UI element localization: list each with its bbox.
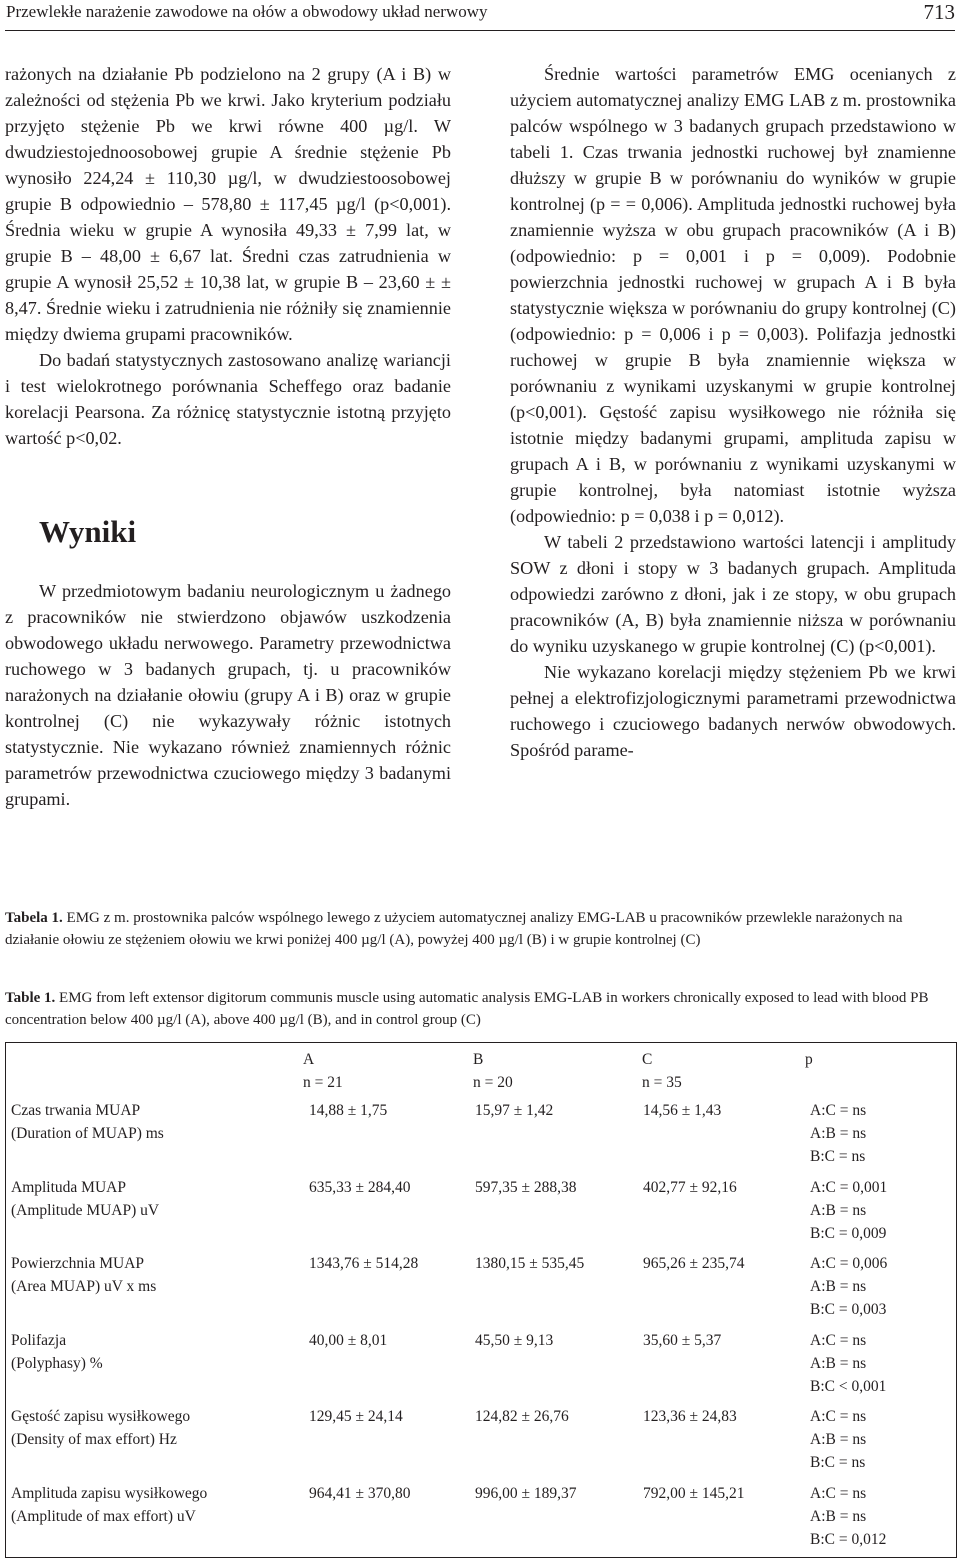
- cell-p-ab: A:B = ns: [810, 1125, 867, 1142]
- cell-p-ab: A:B = ns: [810, 1278, 867, 1295]
- cell-p-ab: A:B = ns: [810, 1202, 867, 1219]
- caption-text-english: EMG from left extensor digitorum communis muscle using automatic analysis EMG-LAB in workers chronically exposed to lead with blood PB concentration below 400 µg/l (A), above 400 µg/l (B), and in control group (C): [5, 990, 929, 1028]
- caption-label-polish: Tabela 1.: [5, 910, 63, 926]
- table-row: [6, 1252, 956, 1329]
- row-param-pl: Polifazja: [11, 1332, 67, 1349]
- cell-p-ac: A:C = ns: [810, 1485, 867, 1502]
- table-caption-polish: [5, 907, 950, 951]
- row-param-pl: Czas trwania MUAP: [11, 1102, 141, 1119]
- cell-p-bc: B:C = ns: [810, 1454, 866, 1471]
- caption-text-polish: EMG z m. prostownika palców wspólnego lewego z użyciem automatycznej analizy EMG-LAB u pracowników przewlekle narażonych na działanie ołowiu ze stężeniem ołowiu we krwi poniżej 400 µg/l (A), powyżej 400 µg/l (B) i w grupie kontrolnej (C): [5, 910, 903, 948]
- cell-group-a: 635,33 ± 284,40: [309, 1179, 411, 1196]
- paragraph-methods-groups: rażonych na działanie Pb podzielono na 2 grupy (A i B) w zależności od stężenia Pb we krwi. Jako kryterium podziału przyjęto stężenie Pb we krwi równe 400 µg/l. W dwudziestojednoosobowej grupie A średnie stężenie Pb wynosiło 224,24 ± 110,30 µg/l, w dwudziestoosobowej grupie B odpowiednio – 578,80 ± 117,45 µg/l (p<0,001). Średnia wieku w grupie A wynosiła 49,33 ± 7,99 lat, w grupie B – 48,00 ± 6,67 lat. Średni czas zatrudnienia w grupie A wynosił 25,52 ± 10,38 lat, w grupie B – 23,60 ± ± 8,47. Średnie wieku i zatrudnienia nie różniły się znamiennie między dwiema grupami pracowników.: [5, 64, 451, 344]
- cell-group-a: 1343,76 ± 514,28: [309, 1255, 419, 1272]
- cell-p-bc: B:C < 0,001: [810, 1378, 887, 1395]
- row-param-en: (Amplitude MUAP) uV: [11, 1202, 160, 1219]
- cell-group-b: 996,00 ± 189,37: [475, 1485, 577, 1502]
- paragraph-emg-results: Średnie wartości parametrów EMG ocenianych z użyciem automatycznej analizy EMG LAB z m. prostownika palców wspólnego w 3 badanych grupach przedstawiono w tabeli 1. Czas trwania jednostki ruchowej był znamienne dłuższy w grupie B w porównaniu do wyników w grupie kontrolnej (p = = 0,006). Amplituda jednostki ruchowej była znamiennie wyższa w obu grupach pracowników (A i B) (odpowiednio: p = 0,001 i p = 0,009). Podobnie powierzchnia jednostki ruchowej w grupach A i B była statystycznie większa w porównaniu do grupy kontrolnej (C) (odpowiednio: p = 0,006 i p = 0,003). Polifazja jednostki ruchowej w grupie B była znamiennie większa w porównaniu z wynikami uzyskanymi w grupie kontrolnej (p<0,001). Gęstość zapisu wysiłkowego nie różniła się istotnie między badanymi grupami, amplituda zapisu w grupach A i B, w porównaniu z wynikami uzyskanymi w grupie kontrolnej, była natomiast istotnie wyższa (odpowiednio: p = 0,038 i p = 0,012).: [510, 64, 956, 526]
- cell-p-ac: A:C = ns: [810, 1408, 867, 1425]
- table-row: [6, 1482, 956, 1559]
- table-row: [6, 1405, 956, 1482]
- cell-group-c: 14,56 ± 1,43: [643, 1102, 722, 1119]
- cell-group-c: 123,36 ± 24,83: [643, 1408, 737, 1425]
- header-group-a: [303, 1048, 343, 1094]
- paragraph-sow-results: W tabeli 2 przedstawiono wartości latencji i amplitudy SOW z dłoni i stopy w 3 badanych grupach. Amplituda odpowiedzi zarówno z dłoni, jak i ze stopy, w obu grupach pracowników (A, B) była znamiennie niższa w porównaniu do wyniku uzyskanego w grupie kontrolnej (C) (p<0,001).: [510, 532, 956, 656]
- table-caption-english: [5, 987, 950, 1031]
- cell-p-bc: B:C = 0,009: [810, 1225, 887, 1242]
- row-param-en: (Density of max effort) Hz: [11, 1431, 177, 1448]
- cell-p-bc: B:C = 0,012: [810, 1531, 887, 1548]
- paragraph-correlation: Nie wykazano korelacji między stężeniem Pb we krwi pełnej a elektrofizjologicznymi parametrami przewodnictwa ruchowego i czuciowego badanych nerwów obwodowych. Spośród parame-: [510, 662, 956, 760]
- cell-group-b: 124,82 ± 26,76: [475, 1408, 569, 1425]
- running-header: [5, 0, 955, 31]
- cell-group-c: 35,60 ± 5,37: [643, 1332, 722, 1349]
- cell-group-b: 597,35 ± 288,38: [475, 1179, 577, 1196]
- page-number: 713: [923, 0, 955, 24]
- cell-group-a: 129,45 ± 24,14: [309, 1408, 403, 1425]
- header-c-n: n = 35: [642, 1074, 682, 1091]
- cell-group-a: 40,00 ± 8,01: [309, 1332, 388, 1349]
- row-param-en: (Area MUAP) uV x ms: [11, 1278, 157, 1295]
- left-column: [5, 61, 451, 812]
- header-p-label: p: [805, 1051, 813, 1068]
- cell-p-bc: B:C = ns: [810, 1148, 866, 1165]
- cell-group-a: 14,88 ± 1,75: [309, 1102, 388, 1119]
- row-param-pl: Amplituda MUAP: [11, 1179, 126, 1196]
- paragraph-statistics: Do badań statystycznych zastosowano analizę wariancji i test wielokrotnego porównania Scheffego oraz badanie korelacji Pearsona. Za różnicę statystycznie istotną przyjęto wartość p<0,02.: [5, 350, 451, 448]
- cell-p-bc: B:C = 0,003: [810, 1301, 887, 1318]
- caption-label-english: Table 1.: [5, 990, 56, 1006]
- section-heading-results: Wyniki: [39, 514, 137, 549]
- header-a-n: n = 21: [303, 1074, 343, 1091]
- cell-group-a: 964,41 ± 370,80: [309, 1485, 411, 1502]
- header-b-name: B: [473, 1051, 484, 1068]
- cell-p-ab: A:B = ns: [810, 1431, 867, 1448]
- running-title: Przewlekłe narażenie zawodowe na ołów a obwodowy układ nerwowy: [6, 2, 488, 21]
- table-row: [6, 1176, 956, 1253]
- cell-p-ac: A:C = 0,001: [810, 1179, 888, 1196]
- cell-p-ab: A:B = ns: [810, 1355, 867, 1372]
- cell-p-ac: A:C = 0,006: [810, 1255, 888, 1272]
- cell-group-c: 965,26 ± 235,74: [643, 1255, 745, 1272]
- cell-p-ac: A:C = ns: [810, 1332, 867, 1349]
- row-param-pl: Gęstość zapisu wysiłkowego: [11, 1408, 191, 1425]
- header-c-name: C: [642, 1051, 653, 1068]
- cell-p-ac: A:C = ns: [810, 1102, 867, 1119]
- header-group-c: [642, 1048, 682, 1094]
- paragraph-results-neuro: W przedmiotowym badaniu neurologicznym u żadnego z pracowników nie stwierdzono objawów uszkodzenia obwodowego układu nerwowego. Parametry przewodnictwa ruchowego w 3 badanych grupach, tj. u pracowników narażonych na działanie ołowiu (grupy A i B) oraz w grupie kontrolnej (C) nie wykazywały różnic istotnych statystycznie. Nie wykazano również znamiennych różnic parametrów przewodnictwa czuciowego między 3 badanymi grupami.: [5, 581, 451, 809]
- emg-results-table: [5, 1042, 957, 1558]
- row-param-en: (Polyphasy) %: [11, 1355, 103, 1372]
- header-b-n: n = 20: [473, 1074, 513, 1091]
- right-column: [510, 61, 956, 763]
- table-row: [6, 1329, 956, 1406]
- cell-p-ab: A:B = ns: [810, 1508, 867, 1525]
- header-p: [805, 1048, 813, 1071]
- cell-group-c: 792,00 ± 145,21: [643, 1485, 745, 1502]
- cell-group-c: 402,77 ± 92,16: [643, 1179, 737, 1196]
- cell-group-b: 1380,15 ± 535,45: [475, 1255, 585, 1272]
- cell-group-b: 15,97 ± 1,42: [475, 1102, 554, 1119]
- cell-group-b: 45,50 ± 9,13: [475, 1332, 554, 1349]
- table-row: [6, 1099, 956, 1176]
- row-param-en: (Amplitude of max effort) uV: [11, 1508, 196, 1525]
- row-param-pl: Powierzchnia MUAP: [11, 1255, 145, 1272]
- row-param-en: (Duration of MUAP) ms: [11, 1125, 164, 1142]
- row-param-pl: Amplituda zapisu wysiłkowego: [11, 1485, 208, 1502]
- header-group-b: [473, 1048, 513, 1094]
- header-a-name: A: [303, 1051, 315, 1068]
